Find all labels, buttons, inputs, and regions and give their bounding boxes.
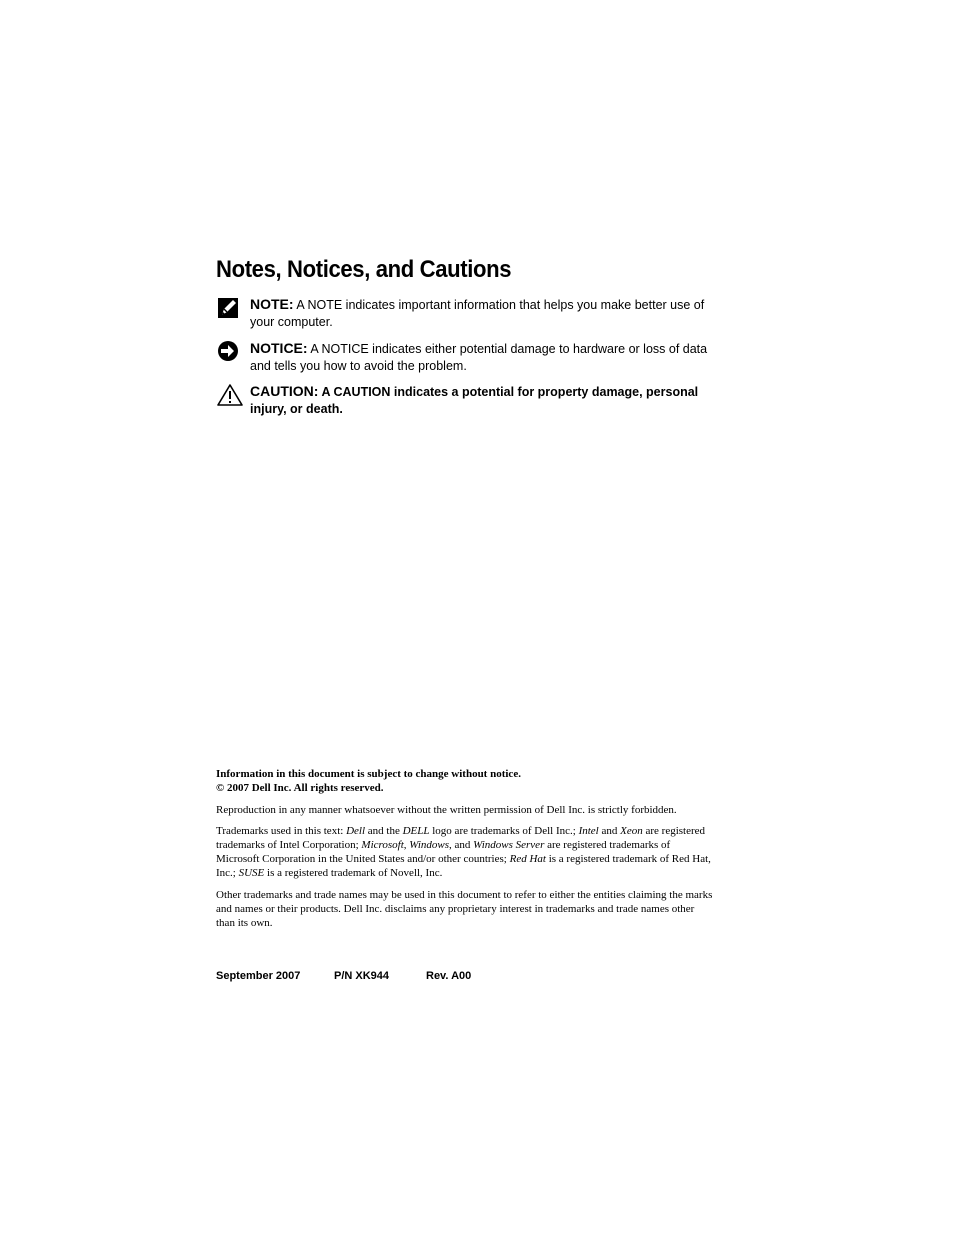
trademark-text: and (598, 825, 621, 837)
page-title: Notes, Notices, and Cautions (216, 256, 512, 283)
trademark-text: logo are trademarks of Dell Inc.; (429, 825, 579, 837)
trademark-windows-server: Windows Server (473, 839, 545, 851)
notice-arrow-icon (216, 340, 240, 364)
trademark-text: Trademarks used in this text: (216, 825, 347, 837)
caution-triangle-icon (216, 383, 240, 407)
trademark-text: is a registered trademark of Red Hat, Inc.; (216, 853, 711, 879)
notice-label: NOTICE: (250, 340, 308, 356)
caution-text: A CAUTION indicates a potential for property damage, personal injury, or death. (250, 385, 699, 416)
trademark-intel: Intel (578, 825, 599, 837)
revision: Rev. A00 (426, 970, 472, 982)
caution-label: CAUTION: (250, 383, 319, 399)
trademark-windows: Windows (409, 839, 450, 851)
part-number: P/N XK944 (334, 970, 390, 982)
trademark-red-hat: Red Hat (509, 853, 546, 865)
trademark-text: , and (449, 839, 474, 851)
notice-text: A NOTICE indicates either potential damage to hardware or loss of data and tells you how to avoid the problem. (250, 342, 708, 373)
trademark-text: are registered trademarks of Intel Corporation; (216, 825, 706, 851)
trademark-dell: Dell (346, 825, 366, 837)
trademark-text: is a registered trademark of Novell, Inc. (264, 867, 443, 879)
caution-callout (216, 383, 716, 418)
copyright: © 2007 Dell Inc. All rights reserved. (216, 782, 384, 794)
trademark-text: are registered trademarks of Microsoft Corporation in the United States and/or other countries; (216, 839, 671, 865)
trademarks-paragraph (216, 824, 716, 880)
note-callout (216, 296, 716, 331)
reproduction-notice: Reproduction in any manner whatsoever without the written permission of Dell Inc. is strictly forbidden. (216, 804, 677, 816)
notice-callout (216, 340, 716, 375)
trademark-microsoft: Microsoft (361, 839, 404, 851)
trademark-suse: SUSE (238, 867, 265, 879)
legal-notice (216, 767, 716, 930)
note-text: A NOTE indicates important information that helps you make better use of your computer. (250, 298, 705, 329)
publication-date: September 2007 (216, 970, 301, 982)
trademark-xeon: Xeon (620, 825, 643, 837)
trademark-text: , (403, 839, 410, 851)
trademark-text: and the (365, 825, 403, 837)
note-pencil-icon (216, 296, 240, 320)
other-trademarks-notice: Other trademarks and trade names may be used in this document to refer to either the entities claiming the marks and names or their products. Dell Inc. disclaims any proprietary interest in trademarks and trade names other than its own. (216, 889, 713, 929)
note-label: NOTE: (250, 296, 294, 312)
change-notice: Information in this document is subject to change without notice. (216, 768, 521, 780)
trademark-dell-logo: DELL (402, 825, 430, 837)
